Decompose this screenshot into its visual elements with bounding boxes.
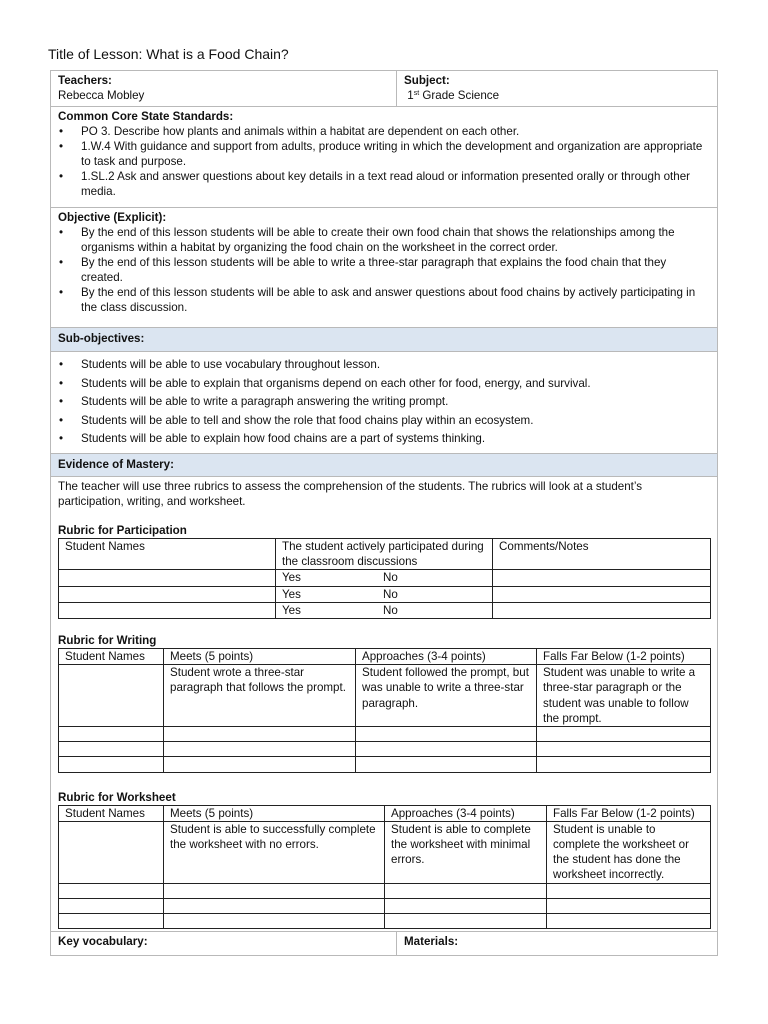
table-row: [59, 757, 711, 772]
evidence-heading-row: [51, 453, 717, 476]
subobjectives-heading-row: [51, 327, 717, 351]
table-header-cell: Meets (5 points): [164, 648, 356, 664]
objective-list: [58, 225, 710, 315]
table-header-cell: Student Names: [59, 648, 164, 664]
table-row: [59, 913, 711, 928]
lesson-plan-table: [50, 70, 718, 956]
teachers-cell: [51, 71, 397, 106]
table-row: [59, 648, 711, 664]
table-row: [59, 821, 711, 883]
table-header-cell: Meets (5 points): [164, 805, 385, 821]
table-row: [59, 727, 711, 742]
table-header-cell: Comments/Notes: [493, 538, 711, 569]
table-cell: Student followed the prompt, but was unable to write a three-star paragraph.: [356, 665, 537, 727]
list-item: • Students will be able to use vocabulary throughout lesson.: [58, 357, 710, 372]
table-header-cell: Approaches (3-4 points): [385, 805, 547, 821]
no-label: No: [383, 587, 398, 601]
table-header-cell: The student actively participated during the classroom discussions: [276, 538, 493, 569]
no-label: No: [383, 603, 398, 617]
table-cell: Student is unable to complete the worksheet or the student has done the worksheet incorrectly.: [547, 821, 711, 883]
participation-rubric-title: Rubric for Participation: [58, 523, 187, 537]
materials-label: Materials:: [404, 935, 459, 949]
list-item: • 1.W.4 With guidance and support from adults, produce writing in which the development and organization are appropriate to task and purpose.: [58, 139, 710, 169]
table-cell: Student is able to successfully complete the worksheet with no errors.: [164, 821, 385, 883]
participation-rubric-table: [58, 538, 711, 619]
table-row: [59, 586, 711, 602]
table-header-cell: Falls Far Below (1-2 points): [547, 805, 711, 821]
list-item: • By the end of this lesson students will be able to ask and answer questions about food chains by actively participating in the class discussion.: [58, 285, 710, 315]
table-row: [59, 602, 711, 618]
table-header-cell: Approaches (3-4 points): [356, 648, 537, 664]
table-header-cell: Student Names: [59, 538, 276, 569]
evidence-section: [51, 476, 717, 931]
worksheet-rubric-table: [58, 805, 711, 930]
evidence-heading: Evidence of Mastery:: [58, 457, 174, 471]
lesson-title: Title of Lesson: What is a Food Chain?: [48, 46, 289, 62]
writing-rubric-title: Rubric for Writing: [58, 633, 157, 647]
key-vocabulary-label: Key vocabulary:: [58, 935, 148, 949]
worksheet-rubric-title: Rubric for Worksheet: [58, 790, 176, 804]
list-item: • By the end of this lesson students will be able to create their own food chain that shows the relationships among the organisms within a habitat by organizing the food chain on the worksheet in the correct order.: [58, 225, 710, 255]
subobjectives-section: [51, 351, 717, 453]
table-cell: Student wrote a three-star paragraph that follows the prompt.: [164, 665, 356, 727]
table-row: [59, 570, 711, 586]
header-row: [51, 71, 717, 106]
standards-section: [51, 106, 717, 207]
no-label: No: [383, 571, 398, 585]
objective-heading: Objective (Explicit):: [58, 211, 167, 224]
list-item: • 1.SL.2 Ask and answer questions about key details in a text read aloud or information presented orally or through other media.: [58, 169, 710, 199]
table-row: [59, 742, 711, 757]
objective-section: [51, 207, 717, 327]
table-row: [59, 665, 711, 727]
list-item: • Students will be able to write a paragraph answering the writing prompt.: [58, 394, 710, 409]
subject-value: [404, 88, 710, 103]
evidence-intro: The teacher will use three rubrics to assess the comprehension of the students. The rubrics will look at a student’s participation, writing, and worksheet.: [58, 479, 643, 508]
list-item: • PO 3. Describe how plants and animals within a habitat are dependent on each other.: [58, 124, 710, 139]
yes-label: Yes: [282, 571, 301, 585]
subobjectives-list: [58, 357, 710, 446]
standards-list: [58, 124, 710, 199]
yes-label: Yes: [282, 603, 301, 617]
list-item: • Students will be able to explain how food chains are a part of systems thinking.: [58, 431, 710, 446]
table-header-cell: Falls Far Below (1-2 points): [537, 648, 711, 664]
subject-grade-num: 1: [407, 89, 414, 102]
subject-grade-rest: Grade Science: [419, 89, 500, 102]
table-header-cell: Student Names: [59, 805, 164, 821]
subject-grade-sup: st: [413, 90, 420, 97]
standards-heading: Common Core State Standards:: [58, 110, 234, 123]
subobjectives-heading: Sub-objectives:: [58, 332, 145, 345]
list-item: • By the end of this lesson students will be able to write a three-star paragraph that explains the food chain that they created.: [58, 255, 710, 285]
subject-cell: [397, 71, 717, 106]
teachers-label: Teachers:: [58, 74, 112, 87]
table-row: [59, 898, 711, 913]
writing-rubric-table: [58, 648, 711, 773]
table-row: [59, 538, 711, 569]
footer-row: [51, 931, 717, 955]
table-cell: Student is able to complete the worksheet with minimal errors.: [385, 821, 547, 883]
materials-cell: [397, 932, 717, 955]
yes-label: Yes: [282, 587, 301, 601]
table-cell: Student was unable to write a three-star paragraph or the student was unable to follow the prompt.: [537, 665, 711, 727]
table-row: [59, 883, 711, 898]
subject-label: Subject:: [404, 74, 450, 87]
list-item: • Students will be able to explain that organisms depend on each other for food, energy, and survival.: [58, 376, 710, 391]
list-item: • Students will be able to tell and show the role that food chains play within an ecosystem.: [58, 413, 710, 428]
vocab-cell: [51, 932, 397, 955]
table-row: [59, 805, 711, 821]
teachers-value: Rebecca Mobley: [58, 89, 145, 102]
